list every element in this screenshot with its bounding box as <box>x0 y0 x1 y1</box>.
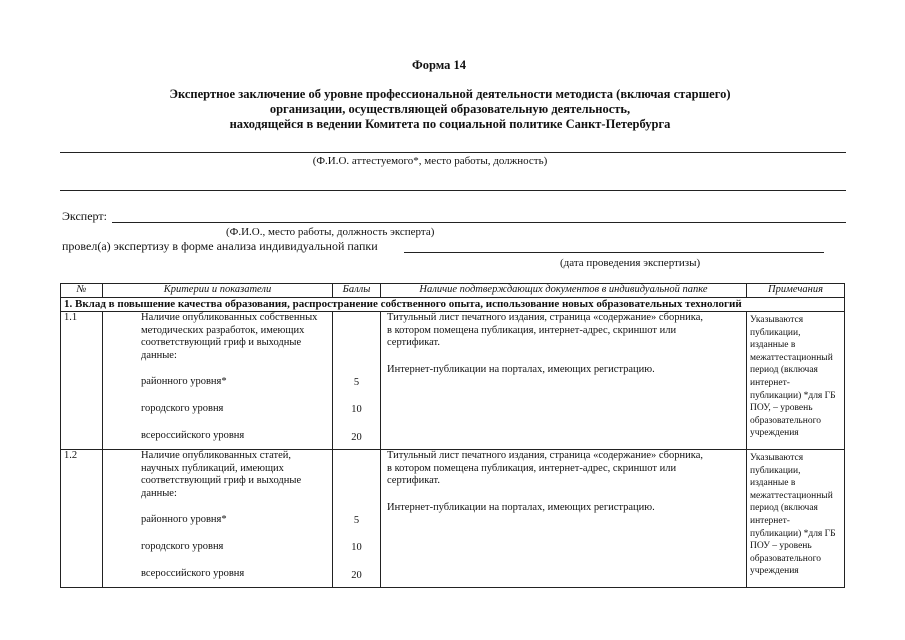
document-title-line-3: находящейся в ведении Комитета по социальной политике Санкт-Петербурга <box>229 117 671 131</box>
expert-caption: (Ф.И.О., место работы, должность эксперта) <box>226 226 435 238</box>
level-score: 10 <box>351 542 362 553</box>
col-header-notes: Примечания <box>747 284 845 298</box>
documents-text-internet: Интернет-публикации на порталах, имеющих регистрацию. <box>387 501 655 513</box>
criteria-line: данные: <box>141 349 177 361</box>
documents-text: Титульный лист печатного издания, страница «содержание» сборника, в котором помещена публикация, интернет-адрес, скриншот или сертификат. <box>387 312 703 349</box>
form-label: Форма 14 <box>412 58 467 72</box>
row-scores <box>333 450 381 588</box>
criteria-line: соответствующий гриф и выходные <box>141 475 302 487</box>
row-documents <box>381 312 747 450</box>
col-header-criteria: Критерии и показатели <box>103 284 333 298</box>
document-title-line-2: организации, осуществляющей образовательную деятельность, <box>269 102 631 116</box>
folder-line[interactable] <box>404 252 824 253</box>
level-label: всероссийского уровня <box>141 567 245 579</box>
expert-label: Эксперт: <box>62 209 107 223</box>
date-caption: (дата проведения экспертизы) <box>560 257 701 269</box>
criteria-table <box>60 283 845 588</box>
level-label: районного уровня* <box>141 514 227 526</box>
level-score: 5 <box>353 377 360 388</box>
row-criteria <box>103 450 333 588</box>
level-score: 20 <box>351 570 362 581</box>
criteria-line: данные: <box>141 487 177 499</box>
table-row <box>61 312 845 450</box>
row-note: Указываются публикации, изданные в межаттестационный период (включая интернет-публикации) *для ГБ ПОУ – уровень образовательного учреждения <box>747 450 845 588</box>
criteria-line: научных публикаций, имеющих <box>141 462 284 474</box>
attested-name-line[interactable] <box>60 152 846 153</box>
row-number: 1.2 <box>61 450 103 588</box>
level-label: районного уровня* <box>141 376 227 388</box>
attested-caption: (Ф.И.О. аттестуемого*, место работы, должность) <box>312 155 548 167</box>
col-header-score: Баллы <box>333 284 381 298</box>
level-label: всероссийского уровня <box>141 429 245 441</box>
level-score: 10 <box>351 404 362 415</box>
table-header-row <box>61 284 845 298</box>
criteria-line: Наличие опубликованных статей, <box>141 450 292 461</box>
table-row <box>61 450 845 588</box>
level-score: 20 <box>351 432 362 443</box>
row-note: Указываются публикации, изданные в межаттестационный период (включая интернет-публикации) *для ГБ ПОУ, – уровень образовательного учреждения <box>747 312 845 450</box>
level-label: городского уровня <box>141 402 224 414</box>
col-header-number: № <box>61 284 103 298</box>
section-row <box>61 298 845 312</box>
conducted-text: провел(а) экспертизу в форме анализа индивидуальной папки <box>62 239 378 253</box>
criteria-line: Наличие опубликованных собственных <box>141 312 318 323</box>
document-title-line-1: Экспертное заключение об уровне профессиональной деятельности методиста (включая старшего) <box>169 87 731 101</box>
row-number: 1.1 <box>61 312 103 450</box>
row-criteria <box>103 312 333 450</box>
documents-text: Титульный лист печатного издания, страница «содержание» сборника, в котором помещена публикация, интернет-адрес, скриншот или сертификат. <box>387 450 703 487</box>
documents-text-internet: Интернет-публикации на порталах, имеющих регистрацию. <box>387 363 655 375</box>
criteria-line: соответствующий гриф и выходные <box>141 337 302 349</box>
level-label: городского уровня <box>141 540 224 552</box>
expert-name-line[interactable] <box>112 222 846 223</box>
row-scores <box>333 312 381 450</box>
level-score: 5 <box>353 515 360 526</box>
attested-extra-line[interactable] <box>60 190 846 191</box>
row-documents <box>381 450 747 588</box>
section-title: 1. Вклад в повышение качества образования, распространение собственного опыта, использование новых образовательных технологий <box>61 298 845 312</box>
criteria-line: методических разработок, имеющих <box>141 324 305 336</box>
col-header-documents: Наличие подтверждающих документов в индивидуальной папке <box>381 284 747 298</box>
